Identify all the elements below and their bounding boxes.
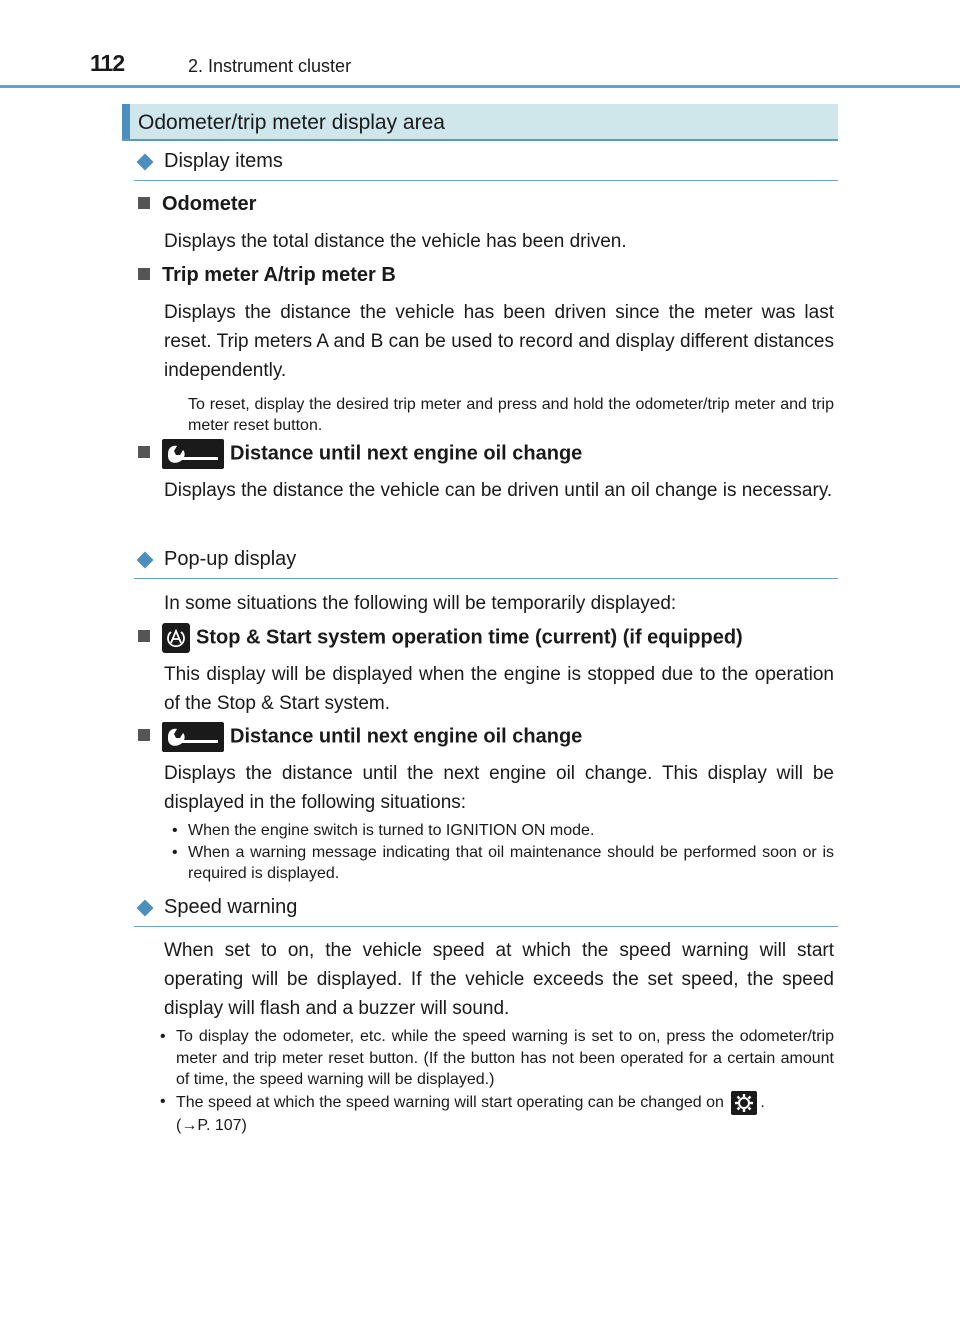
bullet-text: The speed at which the speed warning will start operating can be changed on	[176, 1093, 724, 1111]
popup-oil-bullets	[172, 820, 834, 885]
subheading-popup-display	[134, 548, 838, 579]
popup-oil-description: Displays the distance until the next engine oil change. This display will be displayed in the following situations:	[164, 763, 834, 813]
subheading-speed-warning	[134, 896, 838, 927]
subheading-display-items	[134, 150, 838, 181]
subheading-label: Display items	[164, 150, 283, 172]
page-number: 112	[90, 50, 125, 76]
item-oil-change-popup	[138, 722, 582, 752]
trip-description: Displays the distance the vehicle has been driven since the meter was last reset. Trip meters A and B can be used to record and display different distances independently.	[164, 302, 834, 381]
list-item: • To display the odometer, etc. while the speed warning is set to on, press the odometer/trip meter and trip meter reset button. (If the button has not been operated for a certain amount of time, the speed warning will be displayed.)	[160, 1026, 834, 1091]
list-item-gear	[160, 1091, 834, 1137]
section-accent	[122, 104, 130, 139]
odometer-description: Displays the total distance the vehicle has been driven.	[164, 231, 627, 252]
square-bullet-icon	[138, 446, 150, 458]
header-rule	[0, 85, 960, 88]
square-bullet-icon	[138, 197, 150, 209]
subheading-label: Speed warning	[164, 896, 298, 918]
item-oil-change	[138, 439, 582, 469]
wrench-icon	[162, 439, 224, 469]
wrench-icon	[162, 722, 224, 752]
speed-bullets	[160, 1026, 834, 1136]
stop-start-icon	[162, 623, 190, 653]
gear-icon	[731, 1091, 757, 1115]
item-stop-start	[138, 623, 743, 653]
page-header	[0, 0, 960, 90]
popup-intro: In some situations the following will be temporarily displayed:	[164, 593, 677, 614]
chapter-title: 2. Instrument cluster	[188, 56, 352, 76]
item-title: Odometer	[162, 193, 257, 215]
diamond-icon	[137, 552, 154, 569]
item-title: Distance until next engine oil change	[230, 725, 583, 748]
square-bullet-icon	[138, 729, 150, 741]
item-odometer	[138, 193, 256, 216]
square-bullet-icon	[138, 630, 150, 642]
diamond-icon	[137, 900, 154, 917]
stop-start-description: This display will be displayed when the engine is stopped due to the operation of the Stop & Start system.	[164, 664, 834, 714]
item-title: Distance until next engine oil change	[230, 442, 583, 465]
oil-description: Displays the distance the vehicle can be driven until an oil change is necessary.	[164, 480, 833, 501]
page-reference-link[interactable]: (→P. 107)	[176, 1116, 247, 1134]
diamond-icon	[137, 154, 154, 171]
section-title-bar	[122, 104, 838, 141]
trip-reset-note: To reset, display the desired trip meter and press and hold the odometer/trip meter and trip meter reset button.	[188, 396, 834, 434]
square-bullet-icon	[138, 268, 150, 280]
subheading-label: Pop-up display	[164, 548, 297, 570]
item-title: Trip meter A/trip meter B	[162, 264, 396, 286]
item-title: Stop & Start system operation time (current) (if equipped)	[196, 626, 743, 649]
item-trip-meter	[138, 264, 396, 287]
list-item: • When the engine switch is turned to IGNITION ON mode.	[172, 820, 834, 842]
section-title: Odometer/trip meter display area	[138, 111, 445, 134]
bullet-text-end: .	[760, 1093, 765, 1111]
speed-description: When set to on, the vehicle speed at which the speed warning will start operating will be displayed. If the vehicle exceeds the set speed, the speed display will flash and a buzzer will sound.	[164, 940, 834, 1019]
list-item: • When a warning message indicating that oil maintenance should be performed soon or is required is displayed.	[172, 842, 834, 885]
